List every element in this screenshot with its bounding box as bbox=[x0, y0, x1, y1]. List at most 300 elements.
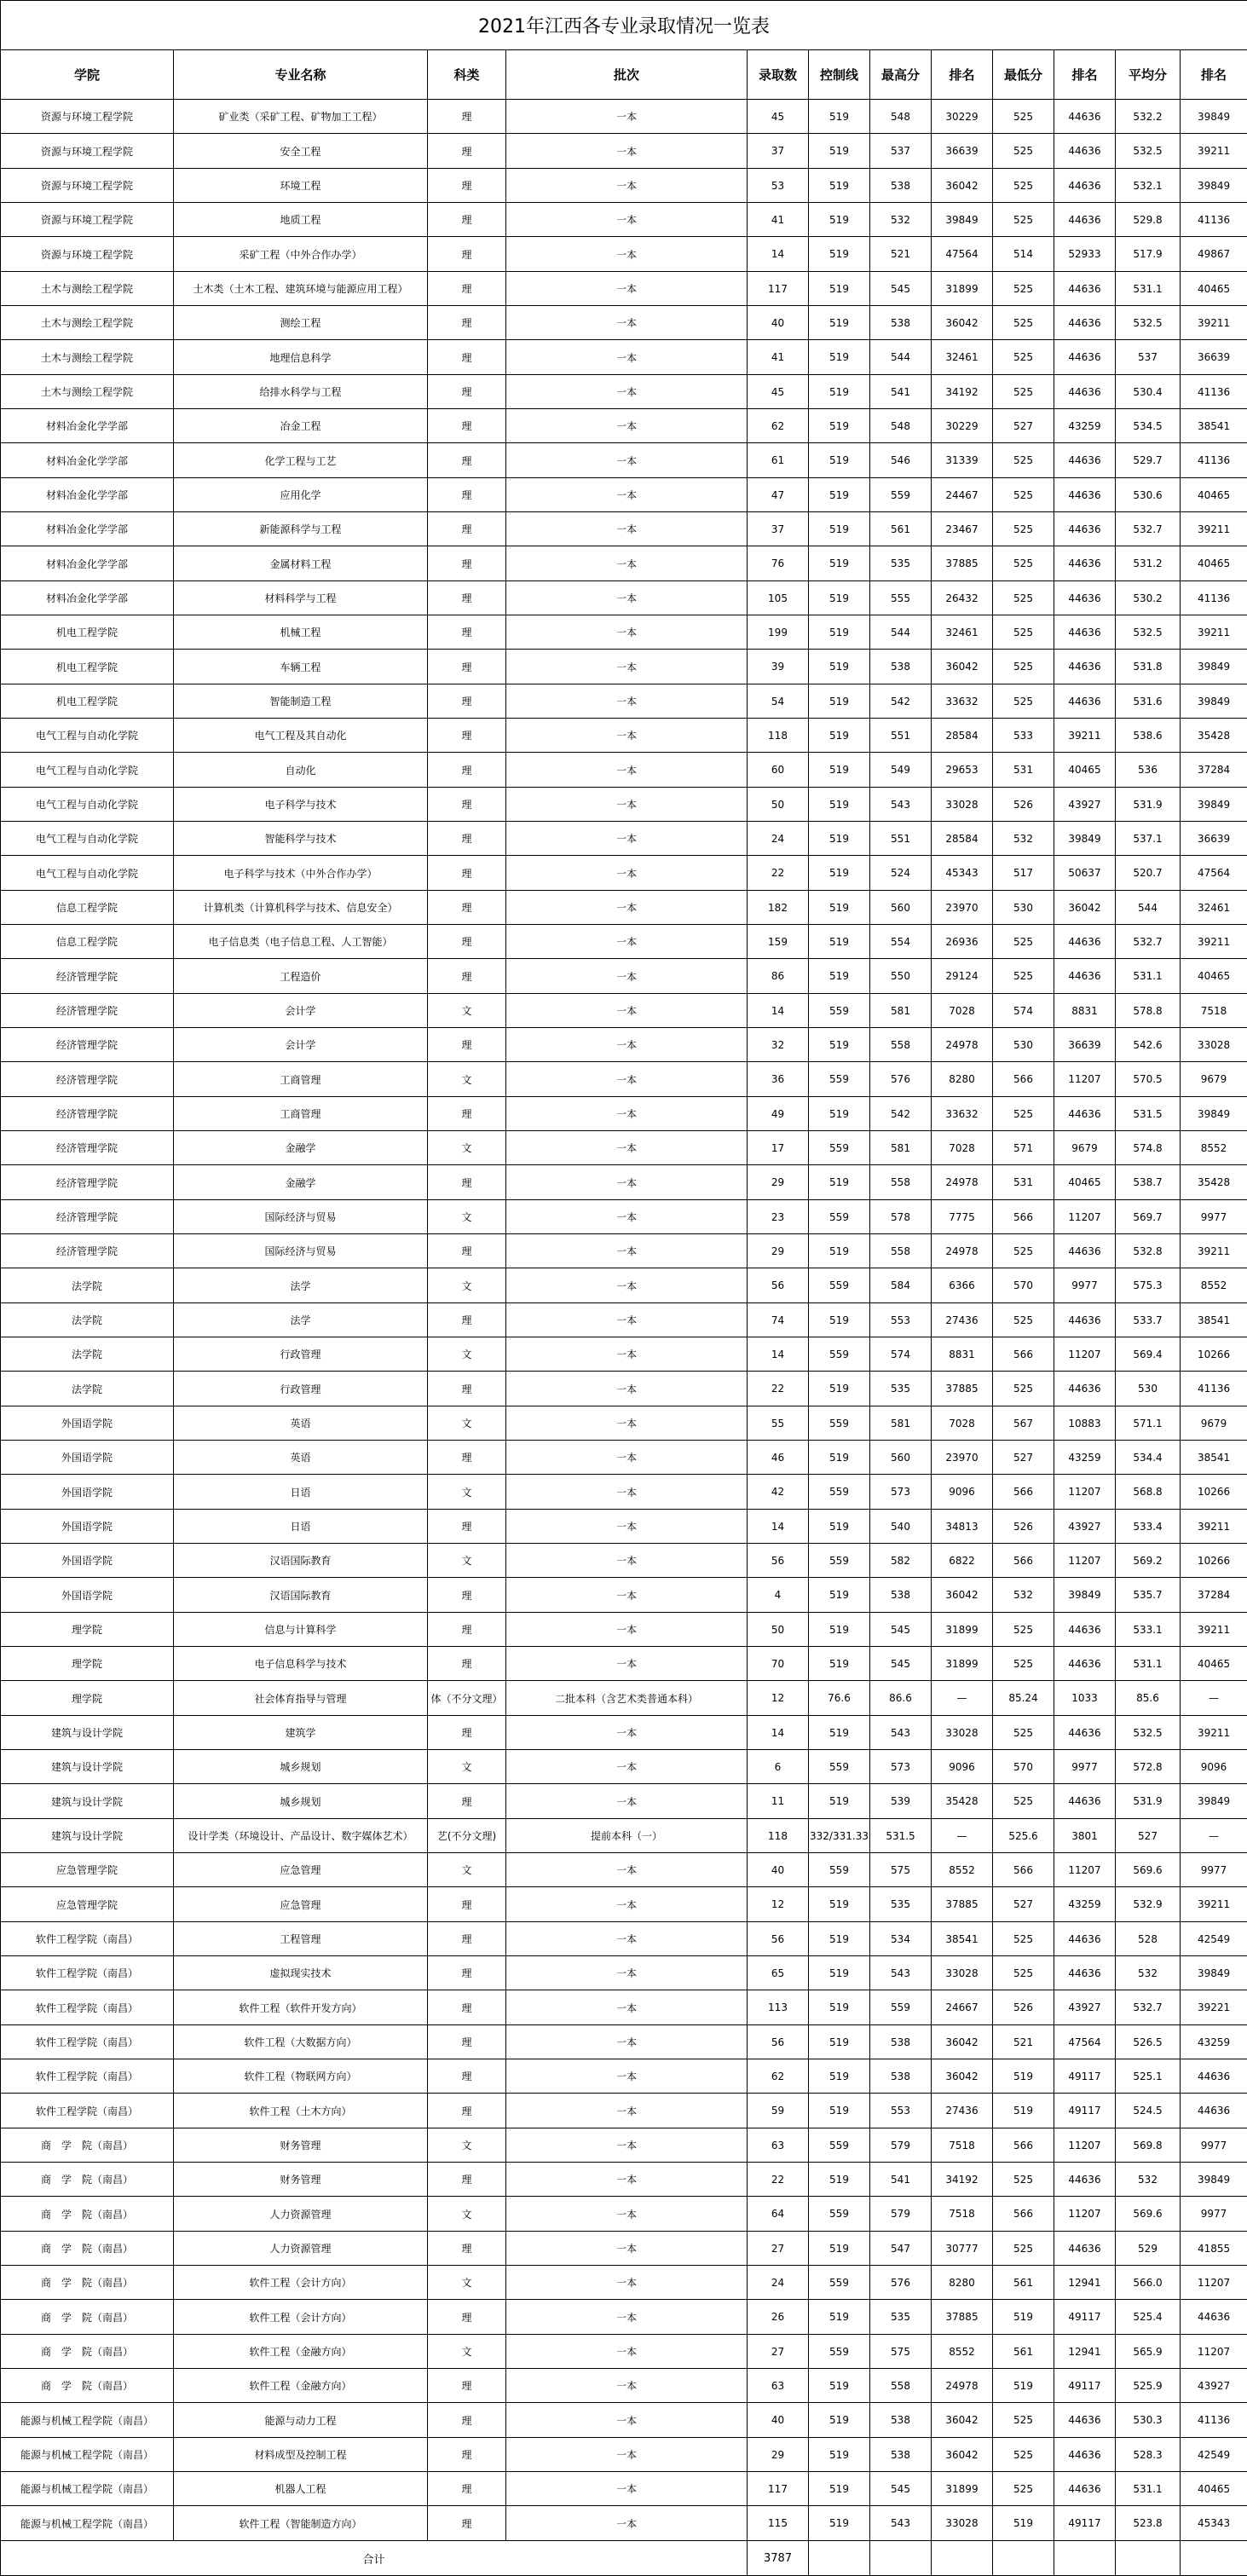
cell-college: 经济管理学院 bbox=[1, 959, 174, 994]
cell-category: 理 bbox=[428, 100, 506, 134]
cell-min-score: 519 bbox=[993, 2369, 1054, 2403]
cell-batch: 一本 bbox=[506, 1234, 748, 1268]
cell-avg-rank: 38541 bbox=[1181, 409, 1247, 443]
table-row bbox=[1, 719, 1247, 753]
cell-min-score: 566 bbox=[993, 1544, 1054, 1578]
cell-avg-rank: 43927 bbox=[1181, 2369, 1247, 2403]
cell-min-score: 525.6 bbox=[993, 1819, 1054, 1853]
cell-max-score: 545 bbox=[870, 1647, 932, 1681]
cell-min-rank: 9679 bbox=[1054, 1131, 1116, 1165]
cell-control-line: 519 bbox=[809, 1028, 870, 1062]
cell-avg-score: 527 bbox=[1116, 1819, 1181, 1853]
cell-college: 经济管理学院 bbox=[1, 1165, 174, 1200]
cell-max-rank: 6366 bbox=[932, 1268, 993, 1303]
cell-batch: 一本 bbox=[506, 1716, 748, 1750]
cell-avg-rank: 10266 bbox=[1181, 1475, 1247, 1510]
cell-min-score: 526 bbox=[993, 1990, 1054, 2025]
cell-max-score: 542 bbox=[870, 1097, 932, 1131]
cell-major: 社会体育指导与管理 bbox=[174, 1681, 428, 1716]
cell-college: 电气工程与自动化学院 bbox=[1, 788, 174, 822]
cell-college: 信息工程学院 bbox=[1, 925, 174, 959]
cell-max-rank: 36042 bbox=[932, 169, 993, 203]
cell-control-line: 519 bbox=[809, 100, 870, 134]
cell-batch: 一本 bbox=[506, 581, 748, 615]
cell-max-score: 558 bbox=[870, 1165, 932, 1200]
cell-min-score: 525 bbox=[993, 2403, 1054, 2438]
cell-admitted: 32 bbox=[748, 1028, 809, 1062]
cell-batch: 一本 bbox=[506, 2369, 748, 2403]
cell-min-rank: 40465 bbox=[1054, 753, 1116, 788]
cell-batch: 一本 bbox=[506, 684, 748, 719]
cell-admitted: 12 bbox=[748, 1681, 809, 1716]
cell-avg-rank: 9977 bbox=[1181, 2197, 1247, 2232]
cell-avg-score: 531.2 bbox=[1116, 546, 1181, 581]
cell-avg-score: 569.4 bbox=[1116, 1337, 1181, 1372]
cell-avg-rank: 39849 bbox=[1181, 1784, 1247, 1819]
cell-avg-rank: 39211 bbox=[1181, 1510, 1247, 1544]
cell-category: 理 bbox=[428, 1613, 506, 1647]
cell-college: 建筑与设计学院 bbox=[1, 1716, 174, 1750]
cell-min-score: 525 bbox=[993, 272, 1054, 306]
cell-category: 理 bbox=[428, 1028, 506, 1062]
col-header-min-rank: 排名 bbox=[1054, 50, 1116, 100]
cell-category: 理 bbox=[428, 925, 506, 959]
cell-avg-score: 532.5 bbox=[1116, 306, 1181, 340]
cell-avg-rank: 40465 bbox=[1181, 272, 1247, 306]
cell-college: 能源与机械工程学院（南昌） bbox=[1, 2403, 174, 2438]
cell-admitted: 55 bbox=[748, 1406, 809, 1441]
cell-avg-rank: 33028 bbox=[1181, 1028, 1247, 1062]
cell-min-score: 525 bbox=[993, 959, 1054, 994]
cell-college: 商 学 院（南昌） bbox=[1, 2232, 174, 2266]
table-row bbox=[1, 1062, 1247, 1097]
cell-max-rank: 7518 bbox=[932, 2197, 993, 2232]
cell-category: 理 bbox=[428, 891, 506, 925]
cell-college: 商 学 院（南昌） bbox=[1, 2300, 174, 2335]
cell-category: 理 bbox=[428, 1234, 506, 1268]
cell-avg-rank: 39211 bbox=[1181, 1716, 1247, 1750]
cell-max-score: 521 bbox=[870, 237, 932, 272]
cell-avg-score: 565.9 bbox=[1116, 2335, 1181, 2369]
cell-max-score: 544 bbox=[870, 615, 932, 650]
cell-control-line: 519 bbox=[809, 443, 870, 478]
cell-admitted: 62 bbox=[748, 409, 809, 443]
cell-min-score: 525 bbox=[993, 203, 1054, 237]
cell-college: 资源与环境工程学院 bbox=[1, 100, 174, 134]
cell-admitted: 45 bbox=[748, 375, 809, 409]
table-row bbox=[1, 512, 1247, 546]
cell-batch: 一本 bbox=[506, 2163, 748, 2197]
cell-max-score: 550 bbox=[870, 959, 932, 994]
cell-min-score: 525 bbox=[993, 1097, 1054, 1131]
table-row bbox=[1, 2438, 1247, 2472]
cell-category: 理 bbox=[428, 1887, 506, 1922]
cell-avg-rank: 47564 bbox=[1181, 856, 1247, 891]
cell-max-score: 548 bbox=[870, 409, 932, 443]
cell-admitted: 40 bbox=[748, 306, 809, 340]
cell-max-score: 555 bbox=[870, 581, 932, 615]
table-row bbox=[1, 272, 1247, 306]
cell-admitted: 86 bbox=[748, 959, 809, 994]
cell-category: 理 bbox=[428, 1578, 506, 1613]
cell-category: 文 bbox=[428, 1337, 506, 1372]
cell-min-rank: 39211 bbox=[1054, 719, 1116, 753]
cell-max-score: 543 bbox=[870, 788, 932, 822]
cell-major: 地理信息科学 bbox=[174, 340, 428, 375]
cell-category: 理 bbox=[428, 546, 506, 581]
cell-max-score: 561 bbox=[870, 512, 932, 546]
cell-category: 理 bbox=[428, 2163, 506, 2197]
cell-category: 理 bbox=[428, 959, 506, 994]
cell-category: 理 bbox=[428, 1303, 506, 1337]
col-header-max-score: 最高分 bbox=[870, 50, 932, 100]
cell-admitted: 27 bbox=[748, 2232, 809, 2266]
cell-control-line: 519 bbox=[809, 1647, 870, 1681]
cell-major: 给排水科学与工程 bbox=[174, 375, 428, 409]
cell-max-score: 576 bbox=[870, 1062, 932, 1097]
cell-max-rank: 9096 bbox=[932, 1750, 993, 1784]
cell-college: 商 学 院（南昌） bbox=[1, 2335, 174, 2369]
cell-max-rank: 24667 bbox=[932, 1990, 993, 2025]
col-header-avg-rank: 排名 bbox=[1181, 50, 1247, 100]
cell-avg-score: 530.6 bbox=[1116, 478, 1181, 512]
cell-batch: 一本 bbox=[506, 375, 748, 409]
cell-college: 电气工程与自动化学院 bbox=[1, 856, 174, 891]
cell-avg-score: 533.7 bbox=[1116, 1303, 1181, 1337]
cell-min-rank: 44636 bbox=[1054, 1784, 1116, 1819]
cell-major: 工程造价 bbox=[174, 959, 428, 994]
cell-avg-score: 566.0 bbox=[1116, 2266, 1181, 2300]
cell-avg-rank: 32461 bbox=[1181, 891, 1247, 925]
table-row bbox=[1, 100, 1247, 134]
cell-min-score: 525 bbox=[993, 581, 1054, 615]
cell-control-line: 559 bbox=[809, 1853, 870, 1887]
cell-college: 软件工程学院（南昌） bbox=[1, 1922, 174, 1956]
cell-min-score: 525 bbox=[993, 2472, 1054, 2506]
cell-batch: 一本 bbox=[506, 1544, 748, 1578]
cell-avg-rank: 36639 bbox=[1181, 822, 1247, 856]
table-row bbox=[1, 2128, 1247, 2163]
cell-min-score: 517 bbox=[993, 856, 1054, 891]
cell-major: 材料科学与工程 bbox=[174, 581, 428, 615]
cell-avg-rank: 9977 bbox=[1181, 2128, 1247, 2163]
cell-max-rank: 7028 bbox=[932, 994, 993, 1028]
table-row bbox=[1, 1337, 1247, 1372]
cell-major: 机械工程 bbox=[174, 615, 428, 650]
cell-major: 汉语国际教育 bbox=[174, 1544, 428, 1578]
cell-min-score: 566 bbox=[993, 2128, 1054, 2163]
cell-min-rank: 11207 bbox=[1054, 2128, 1116, 2163]
cell-batch: 一本 bbox=[506, 1097, 748, 1131]
cell-max-score: 538 bbox=[870, 650, 932, 684]
table-row bbox=[1, 1097, 1247, 1131]
cell-max-rank: 8552 bbox=[932, 2335, 993, 2369]
cell-max-rank: 36042 bbox=[932, 2025, 993, 2059]
cell-admitted: 65 bbox=[748, 1956, 809, 1990]
cell-major: 软件工程（金融方向） bbox=[174, 2369, 428, 2403]
cell-college: 软件工程学院（南昌） bbox=[1, 2025, 174, 2059]
cell-category: 理 bbox=[428, 203, 506, 237]
cell-major: 测绘工程 bbox=[174, 306, 428, 340]
table-row bbox=[1, 1922, 1247, 1956]
cell-major: 土木类（土木工程、建筑环境与能源应用工程） bbox=[174, 272, 428, 306]
cell-major: 软件工程（会计方向） bbox=[174, 2266, 428, 2300]
cell-avg-score: 531.6 bbox=[1116, 684, 1181, 719]
cell-college: 建筑与设计学院 bbox=[1, 1784, 174, 1819]
cell-avg-rank: 41136 bbox=[1181, 375, 1247, 409]
cell-max-score: 545 bbox=[870, 1613, 932, 1647]
cell-max-score: 560 bbox=[870, 891, 932, 925]
cell-category: 理 bbox=[428, 1165, 506, 1200]
cell-avg-score: 523.8 bbox=[1116, 2506, 1181, 2541]
cell-avg-rank: 37284 bbox=[1181, 1578, 1247, 1613]
cell-min-rank: 11207 bbox=[1054, 1853, 1116, 1887]
cell-category: 理 bbox=[428, 2506, 506, 2541]
cell-control-line: 519 bbox=[809, 891, 870, 925]
cell-avg-score: 532.1 bbox=[1116, 169, 1181, 203]
cell-college: 软件工程学院（南昌） bbox=[1, 1990, 174, 2025]
cell-major: 工商管理 bbox=[174, 1062, 428, 1097]
cell-control-line: 519 bbox=[809, 925, 870, 959]
cell-major: 人力资源管理 bbox=[174, 2232, 428, 2266]
cell-college: 软件工程学院（南昌） bbox=[1, 2094, 174, 2128]
cell-max-score: 558 bbox=[870, 2369, 932, 2403]
cell-batch: 一本 bbox=[506, 1887, 748, 1922]
cell-category: 文 bbox=[428, 2266, 506, 2300]
cell-batch: 一本 bbox=[506, 719, 748, 753]
cell-max-score: 535 bbox=[870, 1887, 932, 1922]
cell-batch: 一本 bbox=[506, 615, 748, 650]
cell-min-rank: 11207 bbox=[1054, 1337, 1116, 1372]
cell-batch: 一本 bbox=[506, 2438, 748, 2472]
cell-max-rank: 24978 bbox=[932, 1028, 993, 1062]
cell-avg-rank: 39211 bbox=[1181, 134, 1247, 169]
cell-min-rank: 44636 bbox=[1054, 169, 1116, 203]
cell-avg-score: 528.3 bbox=[1116, 2438, 1181, 2472]
cell-batch: 一本 bbox=[506, 272, 748, 306]
cell-avg-score: 569.6 bbox=[1116, 2197, 1181, 2232]
table-row bbox=[1, 822, 1247, 856]
cell-admitted: 4 bbox=[748, 1578, 809, 1613]
cell-min-rank: 44636 bbox=[1054, 1647, 1116, 1681]
cell-admitted: 76 bbox=[748, 546, 809, 581]
cell-admitted: 64 bbox=[748, 2197, 809, 2232]
cell-max-rank: 26432 bbox=[932, 581, 993, 615]
cell-college: 机电工程学院 bbox=[1, 650, 174, 684]
cell-admitted: 56 bbox=[748, 1922, 809, 1956]
cell-control-line: 519 bbox=[809, 134, 870, 169]
cell-avg-score: 575.3 bbox=[1116, 1268, 1181, 1303]
cell-major: 矿业类（采矿工程、矿物加工工程） bbox=[174, 100, 428, 134]
cell-max-rank: 7028 bbox=[932, 1406, 993, 1441]
col-header-control-line: 控制线 bbox=[809, 50, 870, 100]
cell-max-rank: 32461 bbox=[932, 340, 993, 375]
total-label: 合计 bbox=[1, 2541, 748, 2576]
cell-min-score: 526 bbox=[993, 788, 1054, 822]
cell-max-rank: 28584 bbox=[932, 719, 993, 753]
cell-max-rank: 37885 bbox=[932, 546, 993, 581]
cell-college: 材料冶金化学学部 bbox=[1, 478, 174, 512]
cell-category: 理 bbox=[428, 2438, 506, 2472]
col-header-category: 科类 bbox=[428, 50, 506, 100]
cell-batch: 一本 bbox=[506, 1956, 748, 1990]
cell-admitted: 63 bbox=[748, 2128, 809, 2163]
cell-max-score: 548 bbox=[870, 100, 932, 134]
cell-batch: 一本 bbox=[506, 340, 748, 375]
table-row bbox=[1, 925, 1247, 959]
table-row bbox=[1, 375, 1247, 409]
cell-max-rank: 36042 bbox=[932, 2438, 993, 2472]
cell-max-score: 538 bbox=[870, 2025, 932, 2059]
cell-control-line: 559 bbox=[809, 1131, 870, 1165]
cell-max-score: 538 bbox=[870, 306, 932, 340]
cell-major: 建筑学 bbox=[174, 1716, 428, 1750]
cell-control-line: 519 bbox=[809, 478, 870, 512]
cell-batch: 一本 bbox=[506, 2335, 748, 2369]
cell-max-rank: 36042 bbox=[932, 1578, 993, 1613]
cell-avg-score: 572.8 bbox=[1116, 1750, 1181, 1784]
cell-min-rank: 44636 bbox=[1054, 1716, 1116, 1750]
cell-min-rank: 44636 bbox=[1054, 478, 1116, 512]
cell-max-rank: 8831 bbox=[932, 1337, 993, 1372]
cell-avg-rank: 9977 bbox=[1181, 1853, 1247, 1887]
cell-admitted: 24 bbox=[748, 2266, 809, 2300]
cell-avg-rank: 10266 bbox=[1181, 1337, 1247, 1372]
cell-major: 电气工程及其自动化 bbox=[174, 719, 428, 753]
table-row bbox=[1, 891, 1247, 925]
cell-max-rank: — bbox=[932, 1681, 993, 1716]
table-row bbox=[1, 1887, 1247, 1922]
cell-max-score: 553 bbox=[870, 1303, 932, 1337]
cell-batch: 一本 bbox=[506, 959, 748, 994]
cell-avg-rank: 40465 bbox=[1181, 959, 1247, 994]
table-body bbox=[1, 100, 1247, 2541]
cell-min-rank: 11207 bbox=[1054, 1200, 1116, 1234]
cell-max-rank: 23467 bbox=[932, 512, 993, 546]
cell-batch: 一本 bbox=[506, 2300, 748, 2335]
cell-avg-rank: 39211 bbox=[1181, 306, 1247, 340]
cell-category: 理 bbox=[428, 1441, 506, 1475]
table-row bbox=[1, 2369, 1247, 2403]
cell-min-rank: 12941 bbox=[1054, 2335, 1116, 2369]
cell-min-score: 571 bbox=[993, 1131, 1054, 1165]
cell-batch: 一本 bbox=[506, 1062, 748, 1097]
cell-min-score: 525 bbox=[993, 478, 1054, 512]
table-row bbox=[1, 959, 1247, 994]
cell-college: 电气工程与自动化学院 bbox=[1, 822, 174, 856]
cell-avg-score: 535.7 bbox=[1116, 1578, 1181, 1613]
cell-admitted: 61 bbox=[748, 443, 809, 478]
cell-control-line: 559 bbox=[809, 2335, 870, 2369]
cell-category: 文 bbox=[428, 994, 506, 1028]
cell-college: 能源与机械工程学院（南昌） bbox=[1, 2438, 174, 2472]
col-header-max-rank: 排名 bbox=[932, 50, 993, 100]
cell-category: 理 bbox=[428, 822, 506, 856]
cell-max-rank: 9096 bbox=[932, 1475, 993, 1510]
cell-major: 法学 bbox=[174, 1268, 428, 1303]
cell-category: 文 bbox=[428, 1062, 506, 1097]
cell-admitted: 105 bbox=[748, 581, 809, 615]
cell-min-rank: 43259 bbox=[1054, 1441, 1116, 1475]
cell-batch: 一本 bbox=[506, 1990, 748, 2025]
cell-admitted: 113 bbox=[748, 1990, 809, 2025]
cell-major: 国际经济与贸易 bbox=[174, 1234, 428, 1268]
cell-college: 经济管理学院 bbox=[1, 994, 174, 1028]
cell-min-score: 566 bbox=[993, 1337, 1054, 1372]
cell-min-score: 527 bbox=[993, 1441, 1054, 1475]
cell-batch: 一本 bbox=[506, 2128, 748, 2163]
cell-max-rank: 33028 bbox=[932, 2506, 993, 2541]
cell-admitted: 117 bbox=[748, 2472, 809, 2506]
cell-college: 外国语学院 bbox=[1, 1406, 174, 1441]
cell-control-line: 519 bbox=[809, 650, 870, 684]
cell-avg-rank: 39211 bbox=[1181, 925, 1247, 959]
cell-avg-rank: 39211 bbox=[1181, 1887, 1247, 1922]
cell-admitted: 27 bbox=[748, 2335, 809, 2369]
cell-max-score: 534 bbox=[870, 1922, 932, 1956]
cell-avg-rank: 41855 bbox=[1181, 2232, 1247, 2266]
cell-min-rank: 8831 bbox=[1054, 994, 1116, 1028]
cell-college: 法学院 bbox=[1, 1372, 174, 1406]
cell-category: 体（不分文理） bbox=[428, 1681, 506, 1716]
cell-avg-rank: 38541 bbox=[1181, 1441, 1247, 1475]
cell-college: 土木与测绘工程学院 bbox=[1, 340, 174, 375]
cell-control-line: 519 bbox=[809, 2232, 870, 2266]
cell-batch: 一本 bbox=[506, 822, 748, 856]
cell-major: 汉语国际教育 bbox=[174, 1578, 428, 1613]
cell-min-rank: 49117 bbox=[1054, 2300, 1116, 2335]
cell-major: 法学 bbox=[174, 1303, 428, 1337]
cell-category: 理 bbox=[428, 1372, 506, 1406]
cell-batch: 一本 bbox=[506, 2506, 748, 2541]
cell-batch: 一本 bbox=[506, 1406, 748, 1441]
cell-college: 电气工程与自动化学院 bbox=[1, 753, 174, 788]
cell-avg-rank: 44636 bbox=[1181, 2059, 1247, 2094]
cell-major: 地质工程 bbox=[174, 203, 428, 237]
cell-max-score: 538 bbox=[870, 2438, 932, 2472]
cell-admitted: 29 bbox=[748, 1165, 809, 1200]
cell-category: 理 bbox=[428, 272, 506, 306]
cell-avg-score: 533.4 bbox=[1116, 1510, 1181, 1544]
cell-category: 理 bbox=[428, 443, 506, 478]
cell-college: 信息工程学院 bbox=[1, 891, 174, 925]
cell-admitted: 62 bbox=[748, 2059, 809, 2094]
cell-college: 经济管理学院 bbox=[1, 1097, 174, 1131]
cell-min-score: 521 bbox=[993, 2025, 1054, 2059]
cell-avg-score: 532 bbox=[1116, 2163, 1181, 2197]
cell-max-score: 576 bbox=[870, 2266, 932, 2300]
cell-min-rank: 52933 bbox=[1054, 237, 1116, 272]
cell-avg-score: 537 bbox=[1116, 340, 1181, 375]
cell-avg-rank: 44636 bbox=[1181, 2300, 1247, 2335]
cell-control-line: 519 bbox=[809, 1716, 870, 1750]
cell-max-score: 539 bbox=[870, 1784, 932, 1819]
cell-college: 理学院 bbox=[1, 1681, 174, 1716]
cell-control-line: 519 bbox=[809, 340, 870, 375]
cell-category: 文 bbox=[428, 2197, 506, 2232]
cell-category: 理 bbox=[428, 2025, 506, 2059]
cell-major: 软件工程（土木方向） bbox=[174, 2094, 428, 2128]
cell-avg-score: 524.5 bbox=[1116, 2094, 1181, 2128]
cell-avg-score: 534.4 bbox=[1116, 1441, 1181, 1475]
cell-college: 材料冶金化学学部 bbox=[1, 409, 174, 443]
cell-max-rank: 36042 bbox=[932, 650, 993, 684]
cell-max-score: 584 bbox=[870, 1268, 932, 1303]
cell-avg-score: 525.9 bbox=[1116, 2369, 1181, 2403]
cell-category: 文 bbox=[428, 2128, 506, 2163]
cell-college: 资源与环境工程学院 bbox=[1, 169, 174, 203]
cell-batch: 一本 bbox=[506, 409, 748, 443]
